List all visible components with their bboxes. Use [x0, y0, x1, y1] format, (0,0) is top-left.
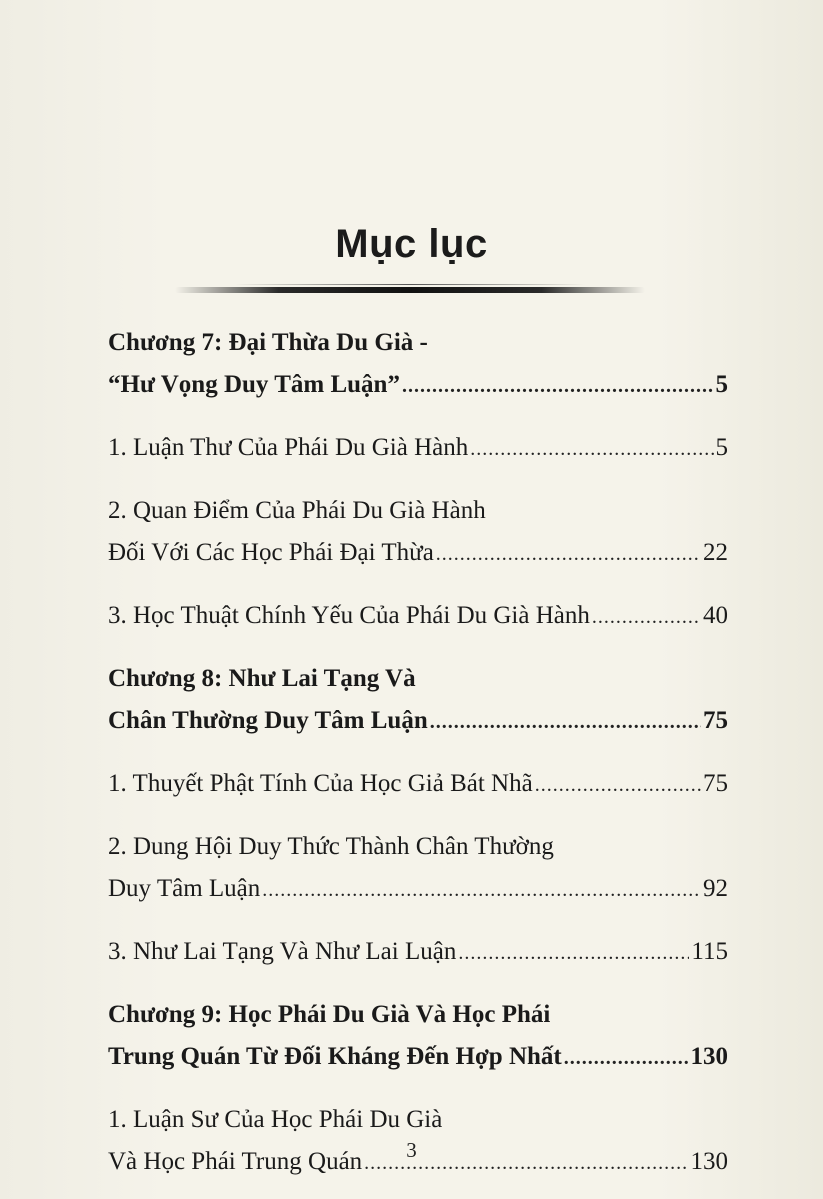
toc-chapter-9-line-1: Chương 9: Học Phái Du Già Và Học Phái [108, 1001, 551, 1028]
page-number: 115 [691, 938, 728, 965]
page-number: 40 [703, 602, 728, 629]
toc-chapter-7-line-2: “Hư Vọng Duy Tâm Luận” ..... 5 [108, 364, 728, 406]
toc-entry: 3. Học Thuật Chính Yếu Của Phái Du Già Hành ..... 40 [108, 595, 728, 637]
leader-dots [458, 932, 689, 974]
leader-dots [564, 1037, 689, 1079]
toc-entry: 1. Luận Thư Của Phái Du Già Hành ..... 5 [108, 427, 728, 469]
toc-chapter-9-line-2: Trung Quán Từ Đối Kháng Đến Hợp Nhất ..... 130 [108, 1036, 728, 1078]
leader-dots [402, 365, 714, 407]
toc-entry: 3. Như Lai Tạng Và Như Lai Luận ..... 115 [108, 931, 728, 973]
page-number: 75 [703, 707, 728, 734]
page-number: 22 [703, 539, 728, 566]
toc-entry: Và Học Phái Trung Quán ..... 130 [108, 1141, 728, 1183]
leader-dots [470, 428, 713, 470]
title-divider [175, 283, 645, 297]
toc-entry: 2. Dung Hội Duy Thức Thành Chân Thường [108, 833, 554, 860]
leader-dots [535, 764, 701, 806]
page-number: 130 [690, 1043, 728, 1070]
toc-chapter-7-line-1: Chương 7: Đại Thừa Du Già - [108, 329, 428, 356]
table-of-contents [108, 322, 728, 1183]
leader-dots [436, 533, 701, 575]
page-number: 130 [690, 1148, 728, 1175]
leader-dots [592, 596, 701, 638]
page-number: 75 [703, 770, 728, 797]
toc-entry: 1. Luận Sư Của Học Phái Du Già [108, 1106, 443, 1133]
leader-dots [262, 869, 701, 911]
page-title: Mục lục [335, 222, 488, 266]
page-number: 92 [703, 875, 728, 902]
toc-entry: Đối Với Các Học Phái Đại Thừa ..... 22 [108, 532, 728, 574]
toc-chapter-8-line-2: Chân Thường Duy Tâm Luận ..... 75 [108, 700, 728, 742]
folio-page-number: 3 [406, 1138, 417, 1162]
page-number: 5 [715, 434, 728, 461]
toc-chapter-8-line-1: Chương 8: Như Lai Tạng Và [108, 665, 416, 692]
page-number: 5 [715, 371, 728, 398]
leader-dots [430, 701, 701, 743]
toc-entry: Duy Tâm Luận ..... 92 [108, 868, 728, 910]
toc-entry: 2. Quan Điểm Của Phái Du Già Hành [108, 497, 486, 524]
toc-entry: 1. Thuyết Phật Tính Của Học Giả Bát Nhã ..... 75 [108, 763, 728, 805]
